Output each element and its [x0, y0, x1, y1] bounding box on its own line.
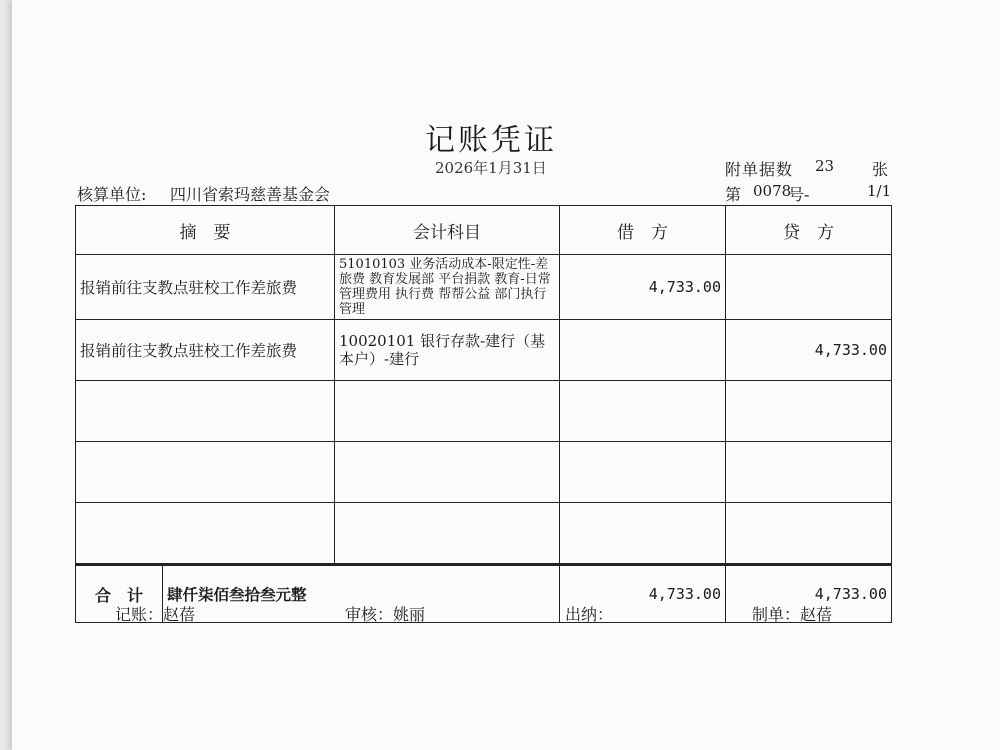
row-account — [335, 442, 560, 503]
header-account: 会计科目 — [335, 206, 560, 255]
table-row — [76, 503, 892, 565]
row-credit — [726, 503, 892, 565]
row-debit — [560, 320, 726, 381]
voucher-table — [75, 205, 892, 623]
table-row — [76, 320, 892, 381]
attachments-unit: 张 — [872, 160, 889, 179]
row-account — [335, 503, 560, 565]
row-account: 10020101 银行存款-建行（基本户）-建行 — [335, 320, 560, 381]
total-amount-words: 肆仟柒佰叁拾叁元整 — [167, 585, 307, 604]
total-debit: 4,733.00 — [560, 565, 726, 623]
row-credit — [726, 442, 892, 503]
row-summary — [76, 381, 335, 442]
row-credit: 4,733.00 — [726, 320, 892, 381]
row-summary — [76, 442, 335, 503]
header-credit: 贷 方 — [726, 206, 892, 255]
row-credit — [726, 381, 892, 442]
voucher-page: 1/1 — [867, 182, 892, 200]
voucher-title: 记账凭证 — [425, 123, 557, 158]
row-debit — [560, 381, 726, 442]
row-debit — [560, 503, 726, 565]
row-summary: 报销前往支教点驻校工作差旅费 — [76, 255, 335, 320]
voucher-number-prefix: 第 — [725, 185, 742, 204]
row-account: 51010103 业务活动成本-限定性-差旅费 教育发展部 平台捐款 教育-日常管理费用 执行费 帮帮公益 部门执行管理 — [335, 255, 560, 320]
table-row — [76, 442, 892, 503]
footer-maker: 制单：赵蓓 — [752, 605, 833, 624]
footer-bookkeeper: 记账：赵蓓 — [115, 605, 196, 624]
attachments-count: 23 — [815, 157, 835, 175]
footer-auditor: 审核：姚丽 — [345, 605, 426, 624]
header-summary: 摘 要 — [76, 206, 335, 255]
unit-label: 核算单位: — [77, 185, 147, 204]
total-credit: 4,733.00 — [726, 565, 892, 623]
header-debit: 借 方 — [560, 206, 726, 255]
row-credit — [726, 255, 892, 320]
table-row — [76, 255, 892, 320]
footer-cashier: 出纳： — [565, 605, 614, 624]
row-summary — [76, 503, 335, 565]
row-debit — [560, 442, 726, 503]
voucher-number-suffix: 号- — [788, 185, 810, 204]
table-header-row — [76, 206, 892, 255]
unit-name: 四川省索玛慈善基金会 — [170, 185, 331, 204]
attachments-label: 附单据数 — [725, 160, 794, 179]
row-debit: 4,733.00 — [560, 255, 726, 320]
row-summary: 报销前往支教点驻校工作差旅费 — [76, 320, 335, 381]
row-account — [335, 381, 560, 442]
voucher-number: 0078 — [753, 182, 792, 200]
table-row — [76, 381, 892, 442]
voucher-date: 2026年1月31日 — [435, 159, 547, 177]
total-label: 合 计 — [76, 566, 163, 622]
